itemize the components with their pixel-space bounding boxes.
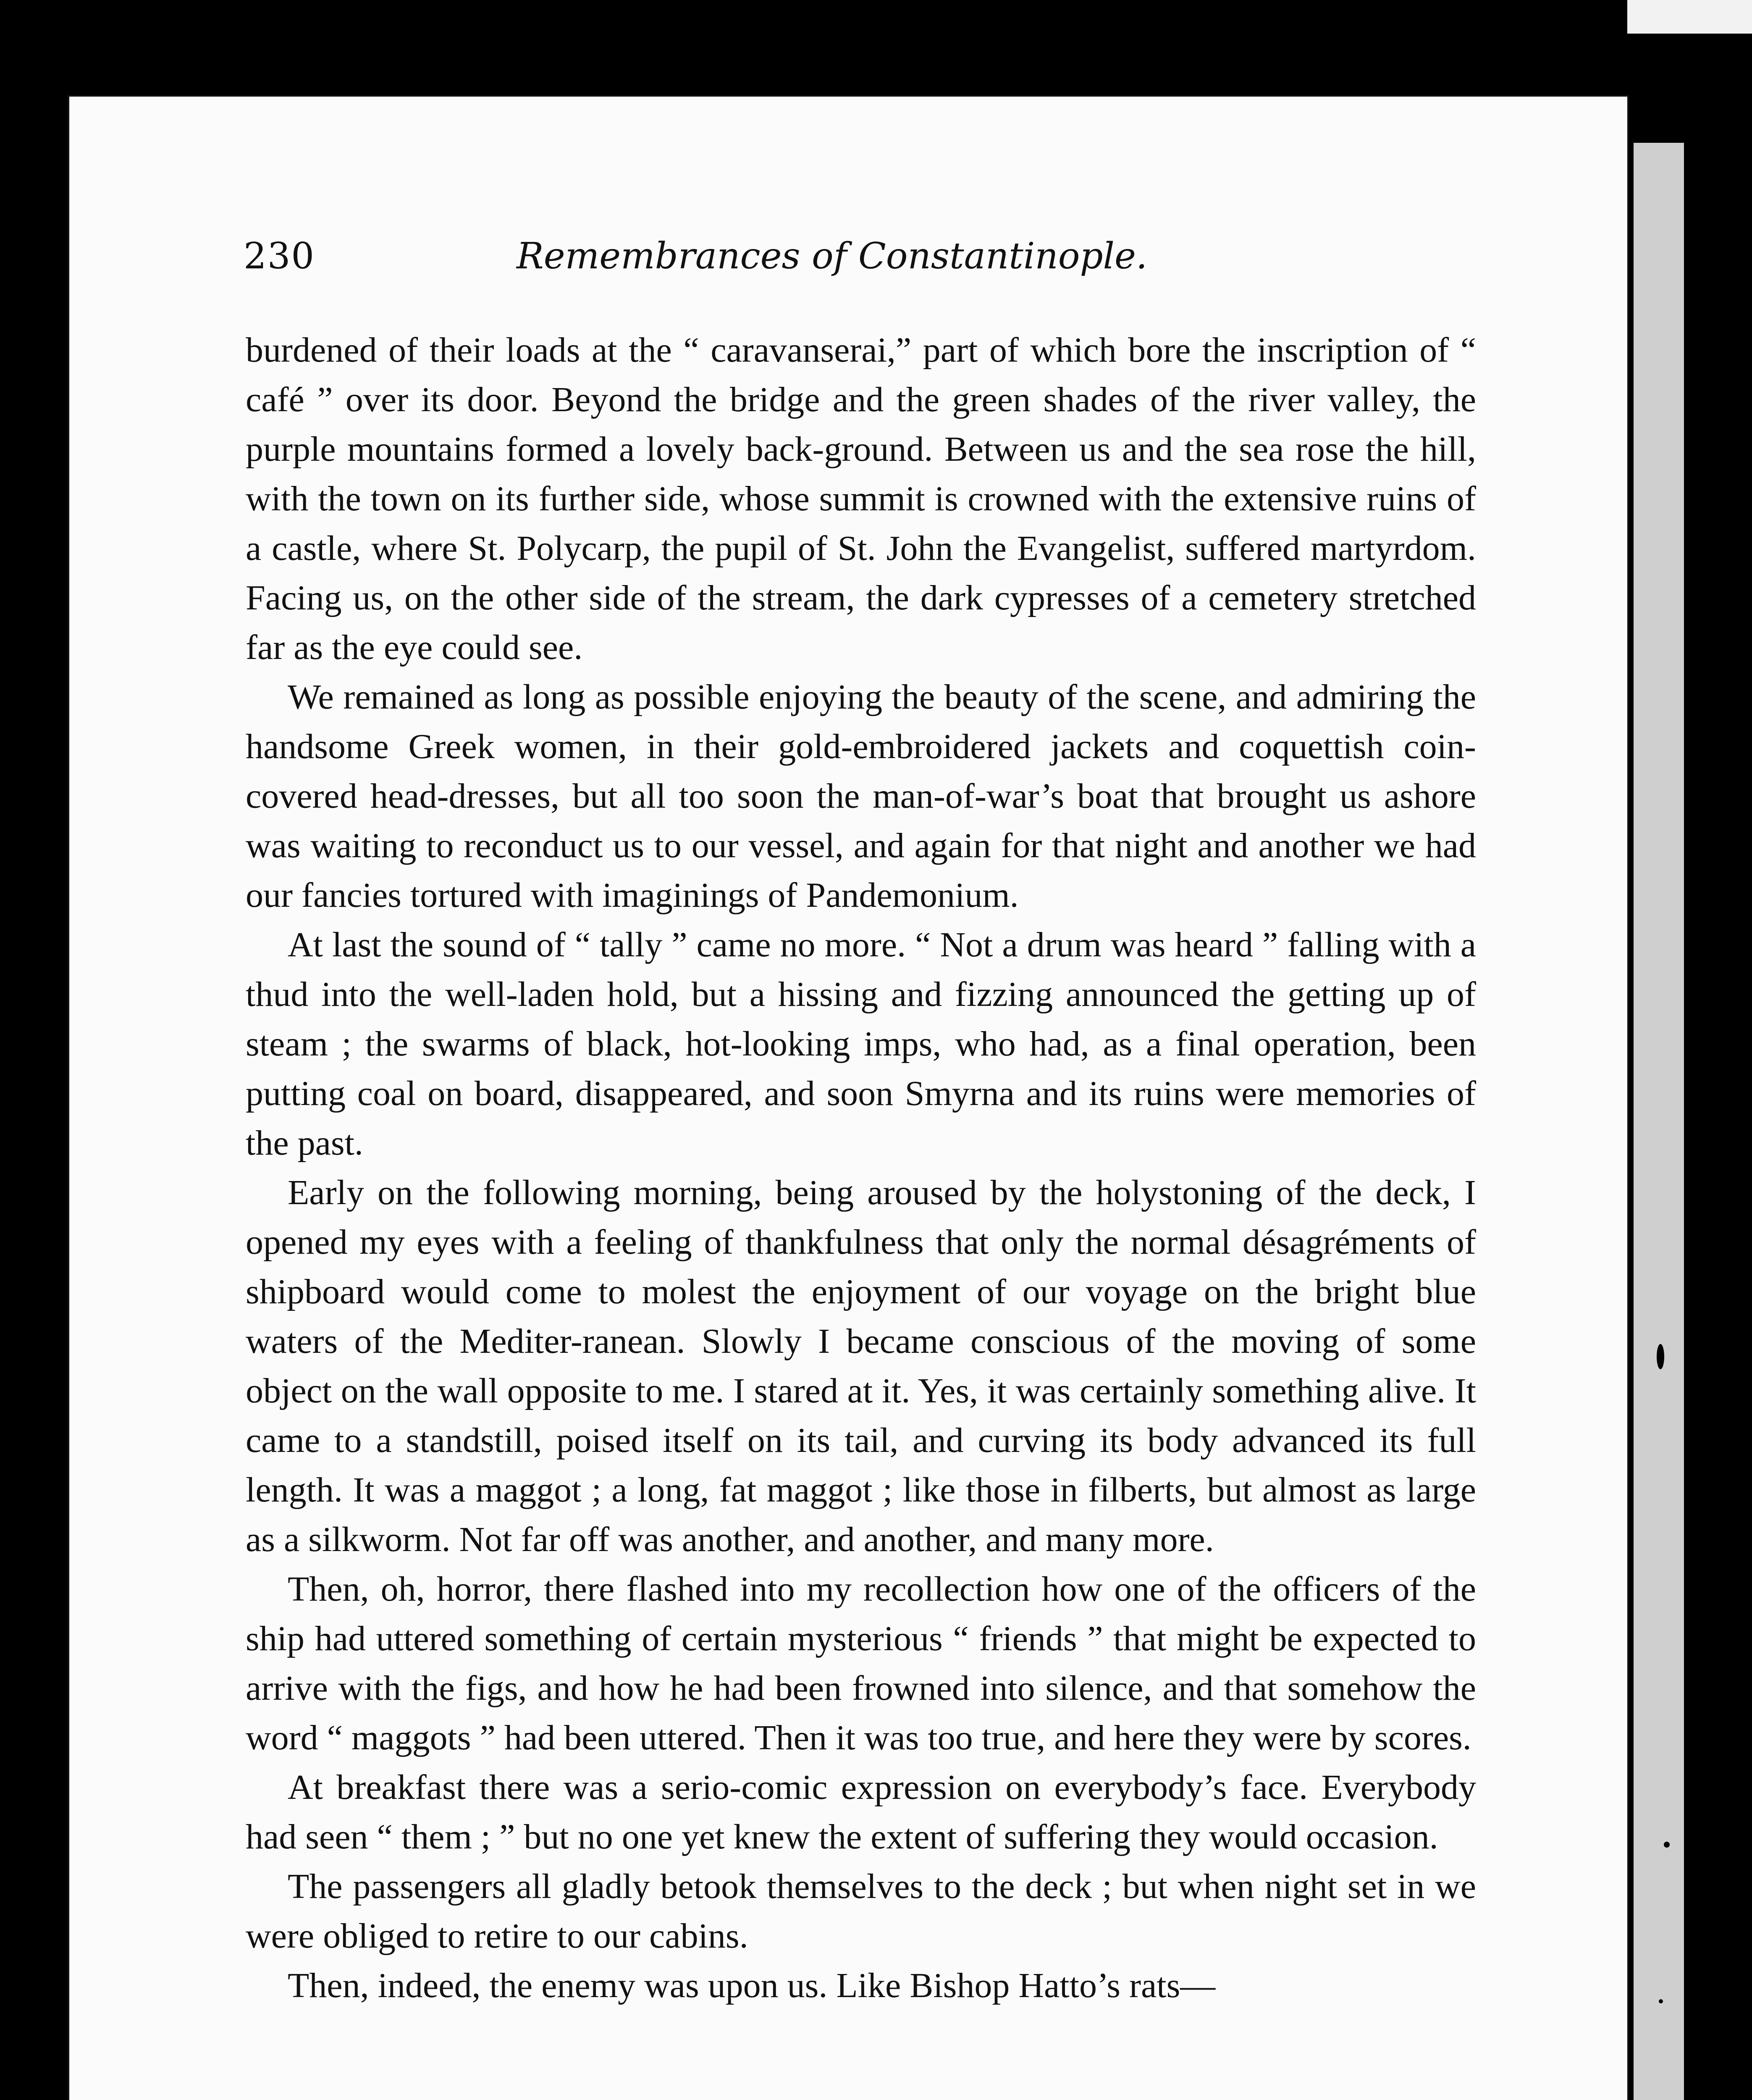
- book-title: Remembrances of Constantinople.: [517, 235, 1148, 277]
- paragraph: At breakfast there was a serio-comic expression on everybody’s face. Everybody had seen “ them ; ” but no one yet knew the extent of suffering they would occasion.: [246, 1768, 1476, 1856]
- scan-speck: [1657, 1344, 1664, 1369]
- paragraph: At last the sound of “ tally ” came no more. “ Not a drum was heard ” falling with a thud into the well-laden hold, but a hissing and fizzing announced the getting up of steam ; the swarms of black, hot-looking imps, who had, as a final operation, been putting coal on board, disappeared, and soon Smyrna and its ruins were memories of the past.: [246, 925, 1476, 1163]
- paragraph: Then, indeed, the enemy was upon us. Like Bishop Hatto’s rats—: [288, 1966, 1216, 2005]
- adjacent-page-edge: [1627, 0, 1752, 34]
- body-text: [246, 326, 1476, 2011]
- page-number: 230: [244, 235, 315, 277]
- paragraph: We remained as long as possible enjoying the beauty of the scene, and admiring the handsome Greek women, in their gold-embroidered jackets and coquettish coin-covered head-dresses, but all too soon the man-of-war’s boat that brought us ashore was waiting to reconduct us to our vessel, and again for that night and another we had our fancies tortured with imaginings of Pandemonium.: [246, 677, 1476, 915]
- paragraph: Then, oh, horror, there flashed into my recollection how one of the officers of the ship had uttered something of certain mysterious “ friends ” that might be expected to arrive with the figs, and how he had been frowned into silence, and that somehow the word “ maggots ” had been uttered. Then it was too true, and here they were by scores.: [246, 1570, 1476, 1757]
- scan-speck: [1664, 1842, 1670, 1848]
- running-head: [168, 235, 1218, 290]
- page-edge-shadow: [1634, 143, 1684, 2100]
- paragraph: The passengers all gladly betook themselves to the deck ; but when night set in we were obliged to retire to our cabins.: [246, 1867, 1476, 1956]
- paragraph: Early on the following morning, being aroused by the holystoning of the deck, I opened my eyes with a feeling of thankfulness that only the normal désagréments of shipboard would come to molest the enjoyment of our voyage on the bright blue waters of the Mediter-ranean. Slowly I became conscious of the moving of some object on the wall opposite to me. I stared at it. Yes, it was certainly something alive. It came to a standstill, poised itself on its tail, and curving its body advanced its full length. It was a maggot ; a long, fat maggot ; like those in filberts, but almost as large as a silkworm. Not far off was another, and another, and many more.: [246, 1173, 1476, 1559]
- scan-speck: [1659, 1999, 1663, 2003]
- paragraph: burdened of their loads at the “ caravanserai,” part of which bore the inscription of “ café ” over its door. Beyond the bridge and the green shades of the river valley, the purple mountains formed a lovely back-ground. Between us and the sea rose the hill, with the town on its further side, whose summit is crowned with the extensive ruins of a castle, where St. Polycarp, the pupil of St. John the Evangelist, suffered martyrdom. Facing us, on the other side of the stream, the dark cypresses of a cemetery stretched far as the eye could see.: [246, 331, 1476, 667]
